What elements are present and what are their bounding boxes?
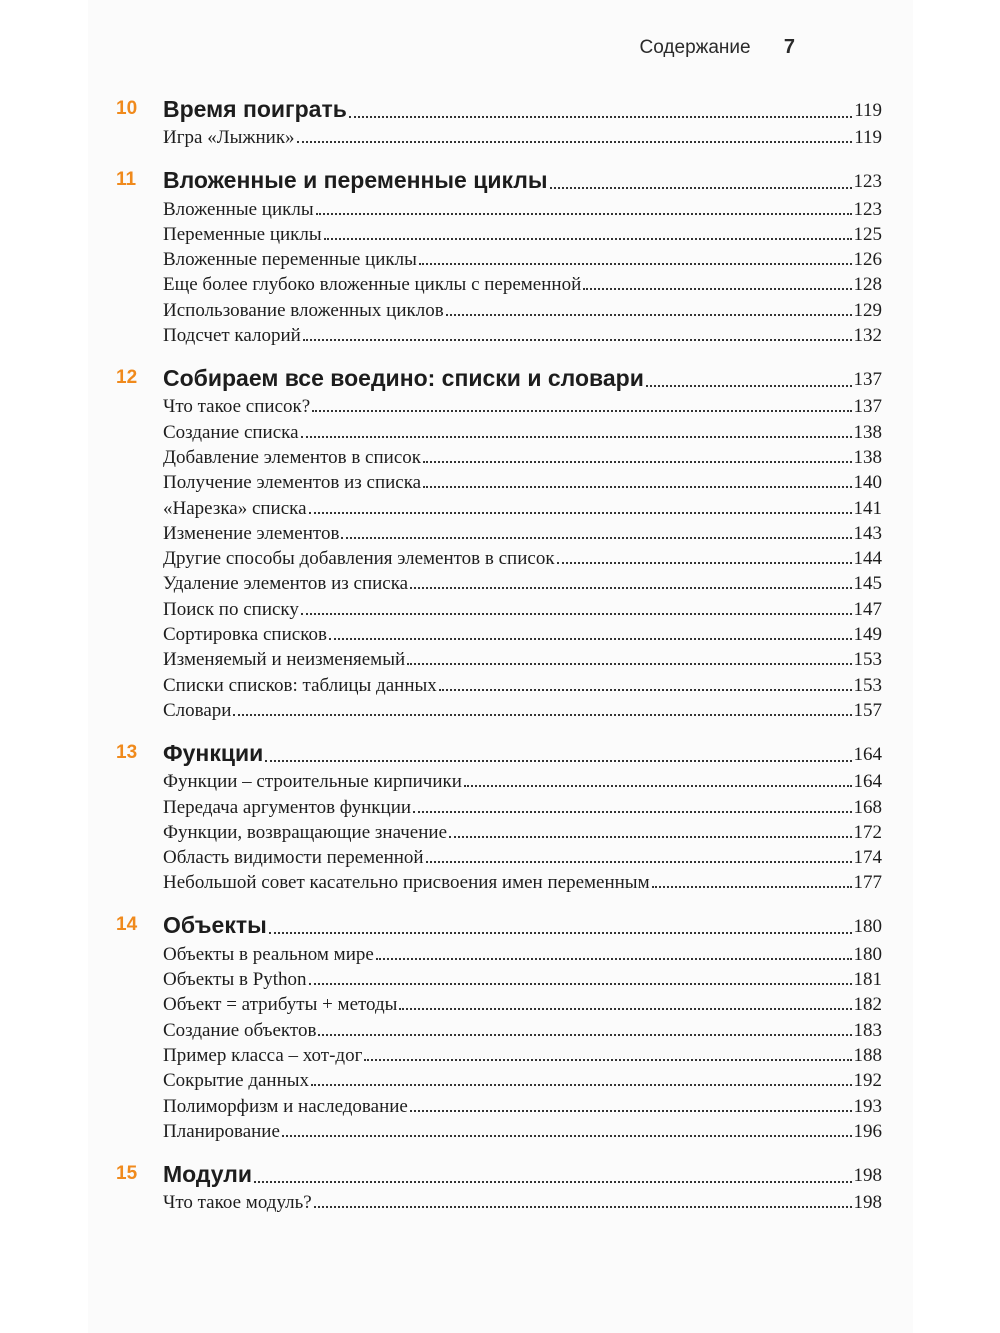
toc-entry[interactable] <box>116 444 882 469</box>
chapter-title: Функции <box>163 739 264 766</box>
toc-entry[interactable] <box>116 271 882 296</box>
toc-entry[interactable] <box>116 991 882 1016</box>
dot-leader <box>349 116 852 118</box>
toc-entry-title: Сокрытие данных <box>163 1070 310 1092</box>
toc-entry[interactable] <box>116 246 882 271</box>
toc-entry-page-number: 126 <box>853 249 882 271</box>
toc-entry-page-number: 147 <box>853 598 882 620</box>
chapter-page-number: 123 <box>853 171 882 193</box>
toc-entry-page-number: 137 <box>853 396 882 418</box>
toc-entry-title: Планирование <box>163 1120 280 1142</box>
dot-leader <box>464 785 852 787</box>
dot-leader <box>309 983 852 985</box>
toc-entry[interactable] <box>116 966 882 991</box>
toc-entry-title: Сортировка списков <box>163 624 327 646</box>
chapter-title: Модули <box>163 1160 253 1187</box>
dot-leader <box>318 1034 851 1036</box>
toc-entry-page-number: 141 <box>853 497 882 519</box>
toc-entry[interactable] <box>116 124 882 149</box>
toc-entry-title: Изменяемый и неизменяемый <box>163 649 406 671</box>
dot-leader <box>439 689 852 691</box>
toc-entry-page-number: 157 <box>853 699 882 721</box>
toc-entry[interactable] <box>116 768 882 793</box>
chapter-section <box>116 88 882 149</box>
toc-entry-title: Объекты в Python <box>163 969 307 991</box>
toc-entry-page-number: 182 <box>853 994 882 1016</box>
chapter-heading-row[interactable] <box>116 88 882 124</box>
toc-entry-page-number: 196 <box>853 1120 882 1142</box>
dot-leader <box>423 486 851 488</box>
toc-entry[interactable] <box>116 1189 882 1214</box>
chapter-number: 13 <box>116 741 138 763</box>
toc-entry[interactable] <box>116 1016 882 1041</box>
toc-entry-title: Переменные циклы <box>163 223 322 245</box>
toc-entry-page-number: 180 <box>853 943 882 965</box>
dot-leader <box>646 385 852 387</box>
dot-leader <box>324 238 852 240</box>
chapter-section <box>116 904 882 1142</box>
toc-entry[interactable] <box>116 793 882 818</box>
toc-entry-page-number: 153 <box>853 674 882 696</box>
chapter-number: 10 <box>116 98 138 119</box>
toc-entry-title: Еще более глубоко вложенные циклы с переменной <box>163 274 582 296</box>
chapter-section <box>116 159 882 347</box>
toc-entry-title: «Нарезка» списка <box>163 497 307 519</box>
toc-entry-title: Функции – строительные кирпичики <box>163 771 462 793</box>
toc-entry[interactable] <box>116 418 882 443</box>
toc-entry-page-number: 149 <box>853 624 882 646</box>
toc-entry-page-number: 123 <box>853 198 882 220</box>
toc-entry[interactable] <box>116 819 882 844</box>
chapter-heading-row[interactable] <box>116 357 882 393</box>
dot-leader <box>449 836 851 838</box>
toc-entry[interactable] <box>116 1042 882 1067</box>
toc-entry-page-number: 183 <box>853 1019 882 1041</box>
toc-entry-title: Списки списков: таблицы данных <box>163 674 437 696</box>
toc-entry-page-number: 144 <box>853 548 882 570</box>
dot-leader <box>423 461 852 463</box>
toc-entry-page-number: 174 <box>853 847 882 869</box>
toc-entry-page-number: 145 <box>853 573 882 595</box>
toc-entry[interactable] <box>116 570 882 595</box>
dot-leader <box>329 638 852 640</box>
toc-entry[interactable] <box>116 322 882 347</box>
dot-leader <box>297 141 853 143</box>
chapter-heading-row[interactable] <box>116 904 882 940</box>
dot-leader <box>316 213 852 215</box>
running-header <box>640 36 795 59</box>
dot-leader <box>282 1135 852 1137</box>
chapter-title: Объекты <box>163 912 267 939</box>
toc-entry[interactable] <box>116 646 882 671</box>
dot-leader <box>557 562 852 564</box>
chapter-number: 15 <box>116 1162 138 1184</box>
toc-entry[interactable] <box>116 469 882 494</box>
chapter-page-number: 198 <box>853 1164 882 1186</box>
toc-entry-title: Вложенные циклы <box>163 198 314 220</box>
dot-leader <box>410 1110 852 1112</box>
dot-leader <box>341 537 851 539</box>
toc-entry[interactable] <box>116 869 882 894</box>
toc-entry-title: Область видимости переменной <box>163 847 424 869</box>
toc-entry[interactable] <box>116 1092 882 1117</box>
dot-leader <box>652 886 852 888</box>
toc-entry[interactable] <box>116 221 882 246</box>
toc-entry[interactable] <box>116 393 882 418</box>
chapter-title: Собираем все воедино: списки и словари <box>163 365 644 392</box>
dot-leader <box>309 512 852 514</box>
chapter-section <box>116 1153 882 1214</box>
toc-entry-page-number: 192 <box>853 1070 882 1092</box>
toc-entry-title: Создание списка <box>163 421 299 443</box>
chapter-page-number: 119 <box>854 100 882 121</box>
dot-leader <box>410 587 851 589</box>
toc-entry-page-number: 172 <box>853 821 882 843</box>
chapter-title: Время поиграть <box>163 96 347 122</box>
toc-entry-page-number: 138 <box>853 446 882 468</box>
dot-leader <box>303 339 852 341</box>
toc-entry-title: Полиморфизм и наследование <box>163 1095 408 1117</box>
toc-entry[interactable] <box>116 844 882 869</box>
toc-entry-title: Добавление элементов в список <box>163 446 421 468</box>
toc-entry-page-number: 198 <box>853 1192 882 1214</box>
toc-entry-page-number: 188 <box>853 1044 882 1066</box>
dot-leader <box>426 861 852 863</box>
chapter-page-number: 164 <box>853 743 882 765</box>
chapter-heading-row[interactable] <box>116 732 882 768</box>
dot-leader <box>301 613 852 615</box>
toc-entry[interactable] <box>116 940 882 965</box>
dot-leader <box>254 1181 851 1183</box>
toc-entry-page-number: 125 <box>853 223 882 245</box>
toc-entry-title: Что такое список? <box>163 396 311 418</box>
dot-leader <box>583 288 851 290</box>
toc-entry-title: Игра «Лыжник» <box>163 127 295 149</box>
dot-leader <box>399 1008 851 1010</box>
toc-entry[interactable] <box>116 697 882 722</box>
toc-entry-title: Небольшой совет касательно присвоения имен переменным <box>163 872 650 894</box>
chapter-heading-row[interactable] <box>116 159 882 195</box>
toc-entry-title: Пример класса – хот-дог <box>163 1044 363 1066</box>
header-title: Содержание <box>639 37 751 58</box>
dot-leader <box>413 811 851 813</box>
toc-entry[interactable] <box>116 494 882 519</box>
toc-entry-page-number: 128 <box>853 274 882 296</box>
toc-entry-title: Передача аргументов функции <box>163 796 412 818</box>
toc-entry-title: Поиск по списку <box>163 598 299 620</box>
toc-entry-title: Удаление элементов из списка <box>163 573 409 595</box>
dot-leader <box>301 436 852 438</box>
toc-entry-title: Словари <box>163 699 232 721</box>
dot-leader <box>265 760 851 762</box>
toc-entry-title: Другие способы добавления элементов в список <box>163 548 555 570</box>
chapter-number: 11 <box>116 169 137 191</box>
toc-entry-page-number: 193 <box>853 1095 882 1117</box>
toc-entry-title: Функции, возвращающие значение <box>163 821 448 843</box>
toc-entry[interactable] <box>116 1118 882 1143</box>
chapter-number: 12 <box>116 367 138 389</box>
table-of-contents <box>116 88 882 1214</box>
toc-entry[interactable] <box>116 545 882 570</box>
toc-entry[interactable] <box>116 621 882 646</box>
toc-entry[interactable] <box>116 1067 882 1092</box>
toc-entry-title: Создание объектов <box>163 1019 317 1041</box>
toc-entry[interactable] <box>116 520 882 545</box>
dot-leader <box>419 263 852 265</box>
toc-entry-title: Подсчет калорий <box>163 325 301 347</box>
toc-entry-title: Объекты в реальном мире <box>163 943 374 965</box>
toc-entry-page-number: 164 <box>853 771 882 793</box>
dot-leader <box>314 1206 852 1208</box>
dot-leader <box>269 932 852 934</box>
chapter-heading-row[interactable] <box>116 1153 882 1189</box>
chapter-section <box>116 357 882 722</box>
toc-entry[interactable] <box>116 195 882 220</box>
chapter-number: 14 <box>116 914 138 936</box>
chapter-section <box>116 732 882 894</box>
toc-entry-page-number: 153 <box>853 649 882 671</box>
dot-leader <box>446 314 852 316</box>
dot-leader <box>312 410 851 412</box>
dot-leader <box>311 1084 851 1086</box>
toc-entry-page-number: 138 <box>853 421 882 443</box>
toc-entry-title: Получение элементов из списка <box>163 472 422 494</box>
toc-entry[interactable] <box>116 595 882 620</box>
toc-entry-title: Что такое модуль? <box>163 1192 312 1214</box>
toc-entry[interactable] <box>116 671 882 696</box>
toc-entry-page-number: 177 <box>853 872 882 894</box>
toc-entry-title: Объект = атрибуты + методы <box>163 994 398 1016</box>
toc-entry-page-number: 129 <box>853 299 882 321</box>
dot-leader <box>364 1059 851 1061</box>
toc-entry-page-number: 132 <box>853 325 882 347</box>
dot-leader <box>407 663 851 665</box>
toc-entry-title: Изменение элементов <box>163 522 340 544</box>
chapter-title: Вложенные и переменные циклы <box>163 167 548 194</box>
toc-entry-page-number: 143 <box>853 522 882 544</box>
toc-entry-page-number: 119 <box>854 127 882 149</box>
toc-entry-page-number: 140 <box>853 472 882 494</box>
chapter-page-number: 137 <box>853 369 882 391</box>
dot-leader <box>233 714 851 716</box>
toc-entry-title: Вложенные переменные циклы <box>163 249 417 271</box>
dot-leader <box>550 187 852 189</box>
header-page-number: 7 <box>783 36 795 58</box>
toc-entry[interactable] <box>116 296 882 321</box>
chapter-page-number: 180 <box>853 916 882 938</box>
dot-leader <box>376 958 852 960</box>
toc-entry-page-number: 168 <box>853 796 882 818</box>
toc-entry-title: Использование вложенных циклов <box>163 299 444 321</box>
toc-entry-page-number: 181 <box>853 969 882 991</box>
